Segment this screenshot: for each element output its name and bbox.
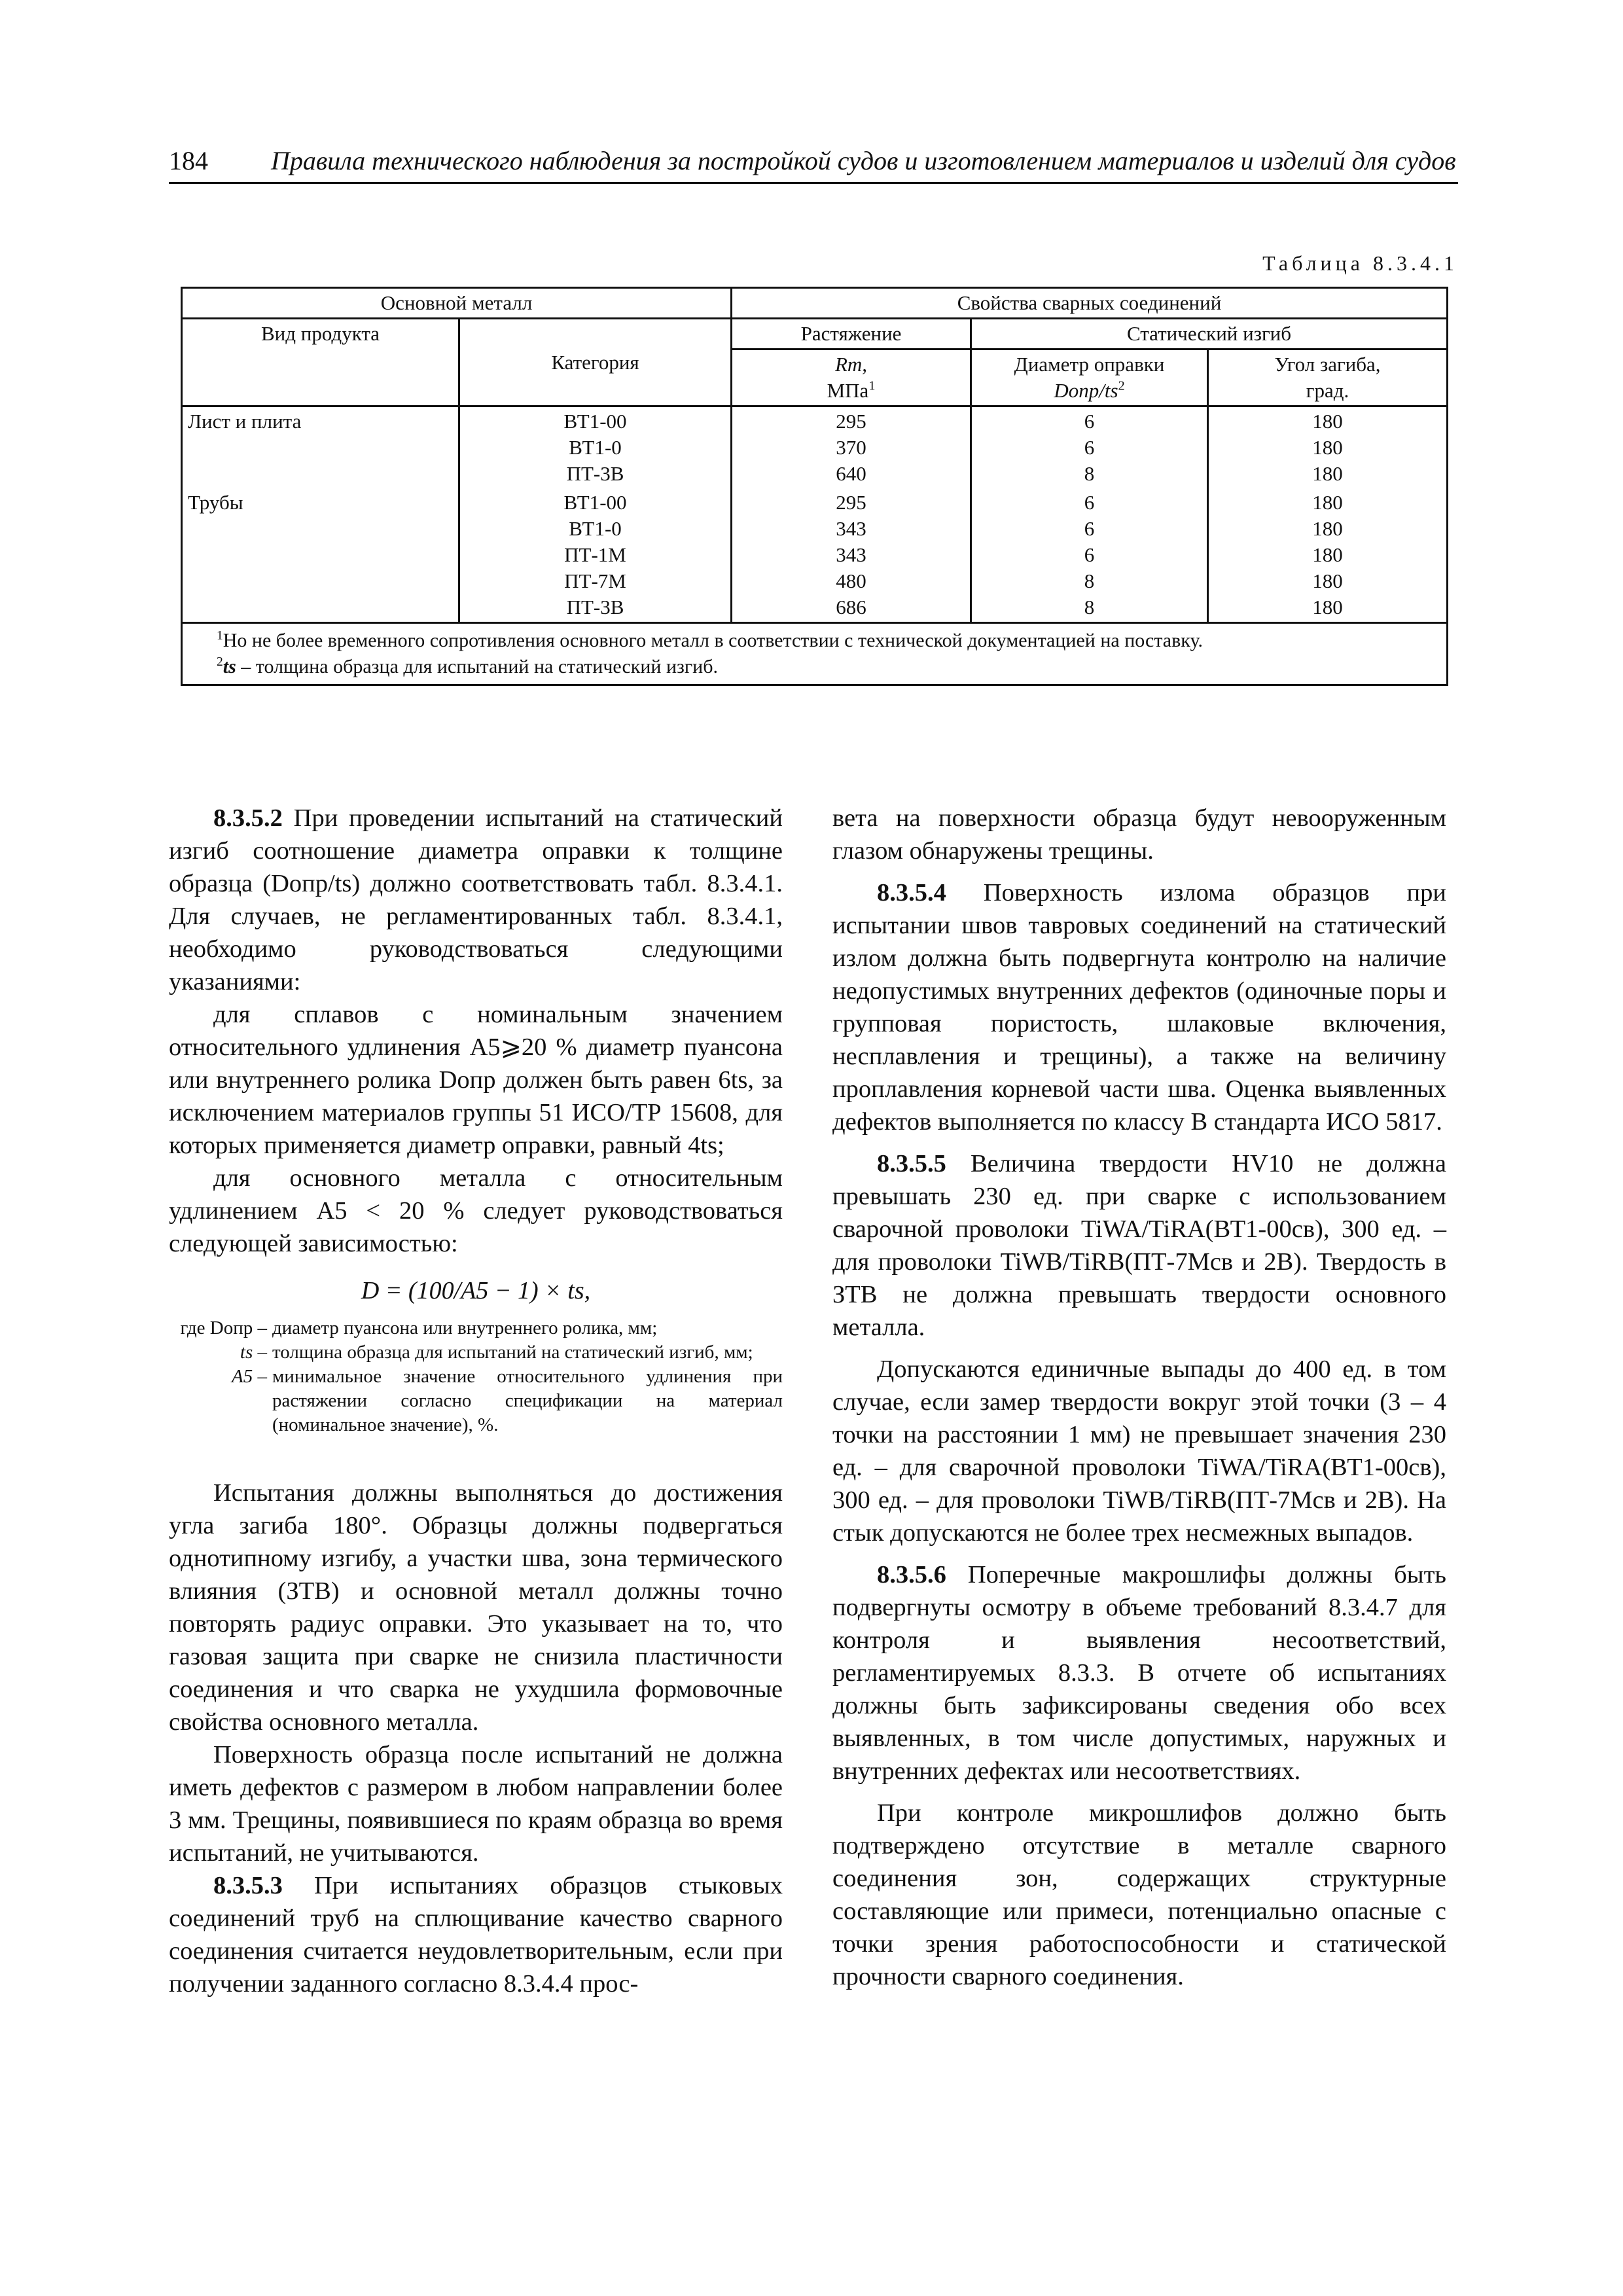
diameter-cell: 6 6 8	[971, 406, 1208, 489]
angle-cell: 180 180 180	[1208, 406, 1448, 489]
footnote-1: $^1$Но не более временного сопротивления основного металл в соответствии с технической документацией на поставку.	[217, 629, 1203, 651]
paragraph: для основного металла с относительным удлинением A5 < 20 % следует руководствоваться следующей зависимостью:	[169, 1164, 783, 1257]
paragraph-8-3-5-2: 8.3.5.2 При проведении испытаний на статический изгиб соотношение диаметра оправки к толщине образца (Dопр/ts) должно соответствовать табл. 8.3.4.1. Для случаев, не регламентированных табл. 8.3.4.1, необходимо руководствоваться следующими указаниями:	[169, 804, 783, 996]
category-cell: ВТ1-00 ВТ1-0 ПТ-1М ПТ-7М ПТ-3В	[459, 488, 732, 623]
table-row-group-plate	[182, 406, 1448, 489]
paragraph: При контроле микрошлифов должно быть подтверждено отсутствие в металле сварного соединения зон, содержащих структурные составляющие или примеси, потенциально опасные с точки зрения работоспособности и статической прочности сварного соединения.	[832, 1799, 1446, 1990]
rm-cell: 295 343 343 480 686	[732, 488, 971, 623]
table-row-group-pipes	[182, 488, 1448, 623]
properties-table	[181, 287, 1448, 686]
header-tension: Растяжение	[732, 319, 971, 350]
header-product: Вид продукта	[182, 319, 459, 406]
definition-row: ts – толщина образца для испытаний на статический изгиб, мм;	[240, 1342, 753, 1363]
page-number: 184	[169, 146, 208, 175]
paragraph: для сплавов с номинальным значением относительного удлинения A5⩾20 % диаметр пуансона или внутреннего ролика Dопр должен быть равен 6ts, за исключением материалов группы 51 ИСО/ТР 15608, для которых применяется диаметр оправки, равный 4ts;	[169, 1001, 783, 1159]
left-column	[169, 802, 783, 2000]
product-cell: Трубы	[182, 488, 459, 623]
header-bend-angle: Угол загиба, град.	[1208, 350, 1448, 406]
definition-row: A5 – минимальное значение относительного удлинения при растяжении согласно спецификации на материал (номинальное значение), %.	[232, 1366, 783, 1435]
formula: D = (100/A5 − 1) × ts,	[361, 1277, 591, 1304]
right-column	[832, 802, 1446, 1993]
formula-definitions	[169, 1316, 783, 1437]
paragraph-8-3-5-3: 8.3.5.3 При испытаниях образцов стыковых соединений труб на сплющивание качество сварного соединения считается неудовлетворительным, если при получении заданного согласно 8.3.4.4 прос-	[169, 1872, 783, 1998]
definition-row: где Dопр – диаметр пуансона или внутреннего ролика, мм;	[180, 1318, 658, 1338]
footnote-2: $^2$ts – толщина образца для испытаний на статический изгиб.	[217, 655, 718, 677]
diameter-cell: 6 6 6 8 8	[971, 488, 1208, 623]
paragraph-8-3-5-4: 8.3.5.4 Поверхность излома образцов при испытании швов тавровых соединений на статический излом должна быть подвергнута контролю на наличие недопустимых внутренних дефектов (одиночные поры и групповая пористость, шлаковые включения, несплавления и трещины), а также на величину проплавления корневой части шва. Оценка выявленных дефектов выполняется по классу B стандарта ИСО 5817.	[832, 879, 1446, 1136]
header-base-metal: Основной металл	[182, 288, 732, 319]
table-caption: Таблица 8.3.4.1	[1262, 251, 1458, 275]
paragraph: Испытания должны выполняться до достижения угла загиба 180°. Образцы должны подвергаться однотипному изгибу, а участки шва, зона термического влияния (ЗТВ) и основной металл должны точно повторять радиус оправки. Это указывает на то, что газовая защита при сварке не снизила пластичности соединения и что сварка не ухудшила формовочные свойства основного металла.	[169, 1479, 783, 1736]
table-footnotes	[182, 623, 1448, 685]
angle-cell: 180 180 180 180 180	[1208, 488, 1448, 623]
paragraph-continued: вета на поверхности образца будут невооруженным глазом обнаружены трещины.	[832, 804, 1446, 865]
paragraph: Поверхность образца после испытаний не должна иметь дефектов с размером в любом направлении более 3 мм. Трещины, появившиеся по краям образца во время испытаний, не учитываются.	[169, 1741, 783, 1867]
category-cell: ВТ1-00 ВТ1-0 ПТ-3В	[459, 406, 732, 489]
paragraph-8-3-5-6: 8.3.5.6 Поперечные макрошлифы должны быть подвергнуты осмотру в объеме требований 8.3.4.7 для контроля и выявления несоответствий, регламентируемых 8.3.3. В отчете об испытаниях должны быть зафиксированы сведения обо всех выявленных, в том числе допустимых, наружных и внутренних дефектах или несоответствиях.	[832, 1561, 1446, 1785]
rm-cell: 295 370 640	[732, 406, 971, 489]
paragraph-8-3-5-5: 8.3.5.5 Величина твердости HV10 не должна превышать 230 ед. при сварке с использованием сварочной проволоки TiWA/TiRA(ВТ1-00св), 300 ед. – для проволоки TiWB/TiRB(ПТ-7Мсв и 2В). Твердость в ЗТВ не должна превышать твердости основного металла.	[832, 1150, 1446, 1341]
header-mandrel-diameter: Диаметр оправки Dопр/$ts^2$	[971, 350, 1208, 406]
paragraph: Допускаются единичные выпады до 400 ед. в том случае, если замер твердости вокруг этой точки (3 – 4 точки на расстоянии 1 мм) не превышает значения 230 ед. – для сварочной проволоки TiWA/TiRA(ВТ1-00св), 300 ед. – для проволоки TiWB/TiRB(ПТ-7Мсв и 2В). На стык допускаются не более трех несмежных выпадов.	[832, 1355, 1446, 1547]
running-title: Правила технического наблюдения за постройкой судов и изготовлением материалов и изделий для судов	[271, 146, 1456, 175]
header-category: Категория	[459, 319, 732, 406]
running-header	[169, 143, 1458, 184]
header-static-bend: Статический изгиб	[971, 319, 1448, 350]
header-rm: Rm, МПа$^1$	[732, 350, 971, 406]
product-cell: Лист и плита	[182, 406, 459, 489]
header-weld-properties: Свойства сварных соединений	[732, 288, 1448, 319]
